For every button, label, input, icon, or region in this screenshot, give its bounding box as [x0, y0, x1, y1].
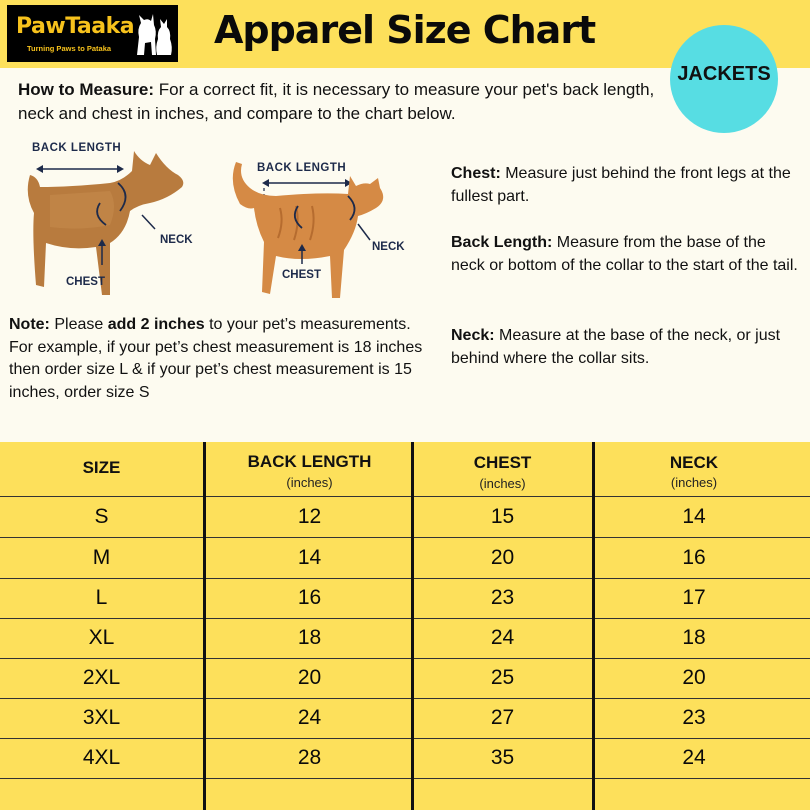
cat-measurement-diagram: [220, 152, 425, 307]
column-divider: [592, 442, 595, 810]
header-size: SIZE: [82, 458, 121, 477]
dog-cat-silhouette-icon: [133, 9, 175, 57]
back-length-instructions-label: Back Length:: [451, 234, 553, 251]
cell-back-length: 18: [297, 626, 322, 649]
how-to-measure: [18, 78, 658, 126]
chest-instructions: [451, 162, 801, 208]
back-length-instructions-text: Measure from the base of the neck or bottom of the collar to the start of the tail.: [451, 234, 798, 274]
header-neck-unit: (inches): [670, 475, 718, 490]
neck-instructions: [451, 324, 801, 370]
table-row: [0, 538, 810, 578]
sizing-note-text-2: to your pet’s measurements. For example, if your pet’s chest measurement is 18 inches then order size L & if your pet’s chest measurement is 15 inches, order size S: [9, 316, 423, 401]
neck-instructions-text: Measure at the base of the neck, or just behind where the collar sits.: [451, 327, 781, 367]
column-divider: [411, 442, 414, 810]
dog-measurement-diagram: [10, 135, 215, 307]
cell-size: 2XL: [82, 666, 121, 689]
dog-back-length-label: BACK LENGTH: [32, 142, 122, 154]
table-divider: [0, 778, 810, 779]
cell-neck: 24: [682, 746, 706, 769]
table-row: [0, 578, 810, 618]
cat-chest-label: CHEST: [282, 269, 321, 281]
cat-back-length-label: BACK LENGTH: [257, 162, 347, 174]
cell-size: 4XL: [82, 746, 121, 769]
brand-name: PawTaaka: [16, 14, 135, 39]
chest-instructions-text: Measure just behind the front legs at the fullest part.: [451, 165, 791, 205]
cell-size: L: [95, 586, 108, 609]
cell-size: M: [92, 546, 111, 569]
header-back-length: BACK LENGTH: [247, 452, 372, 471]
cell-neck: 18: [682, 626, 706, 649]
neck-instructions-label: Neck:: [451, 327, 495, 344]
category-badge-label: JACKETS: [677, 63, 771, 85]
how-to-measure-label: How to Measure:: [18, 80, 155, 99]
cell-neck: 14: [682, 505, 706, 528]
cell-neck: 17: [682, 586, 706, 609]
sizing-note-emphasis: add 2 inches: [107, 316, 205, 333]
table-header-row: [0, 442, 810, 498]
cell-chest: 20: [490, 546, 515, 569]
cell-back-length: 28: [297, 746, 322, 769]
how-to-measure-text: For a correct fit, it is necessary to measure your pet's back length, neck and chest in inches, and compare to the chart below.: [18, 80, 655, 123]
table-row: [0, 618, 810, 658]
header-chest-unit: (inches): [479, 476, 526, 491]
cell-chest: 23: [490, 586, 515, 609]
cell-back-length: 24: [297, 706, 322, 729]
cell-chest: 24: [490, 626, 515, 649]
cat-neck-label: NECK: [372, 241, 405, 253]
cell-chest: 27: [490, 706, 515, 729]
cell-chest: 25: [490, 666, 515, 689]
cell-size: 3XL: [82, 706, 121, 729]
sizing-note-text-1: Please: [49, 316, 108, 333]
chest-instructions-label: Chest:: [451, 165, 501, 182]
cell-chest: 15: [490, 505, 515, 528]
dog-chest-label: CHEST: [66, 276, 105, 288]
brand-logo: [7, 5, 178, 62]
header-back-length-unit: (inches): [286, 475, 333, 490]
cell-chest: 35: [490, 746, 515, 769]
brand-tagline: Turning Paws to Pataka: [27, 44, 112, 53]
cell-size: S: [94, 505, 109, 528]
sizing-note-label: Note:: [9, 316, 50, 333]
dog-neck-label: NECK: [160, 234, 193, 246]
sizing-note: [9, 314, 439, 404]
cell-size: XL: [88, 626, 115, 649]
cell-back-length: 20: [297, 666, 322, 689]
column-divider: [203, 442, 206, 810]
header-neck: NECK: [669, 453, 719, 472]
back-length-instructions: [451, 231, 801, 277]
table-row: [0, 497, 810, 537]
table-row: [0, 698, 810, 738]
table-row: [0, 738, 810, 778]
cell-back-length: 16: [297, 586, 322, 609]
cell-back-length: 12: [297, 505, 322, 528]
cell-neck: 20: [682, 666, 706, 689]
size-table: [0, 442, 810, 810]
cell-neck: 16: [682, 546, 706, 569]
page-title: Apparel Size Chart: [214, 8, 596, 52]
cell-neck: 23: [682, 706, 706, 729]
table-row: [0, 658, 810, 698]
cell-back-length: 14: [297, 546, 322, 569]
header-chest: CHEST: [473, 453, 532, 472]
category-badge: [670, 25, 778, 133]
